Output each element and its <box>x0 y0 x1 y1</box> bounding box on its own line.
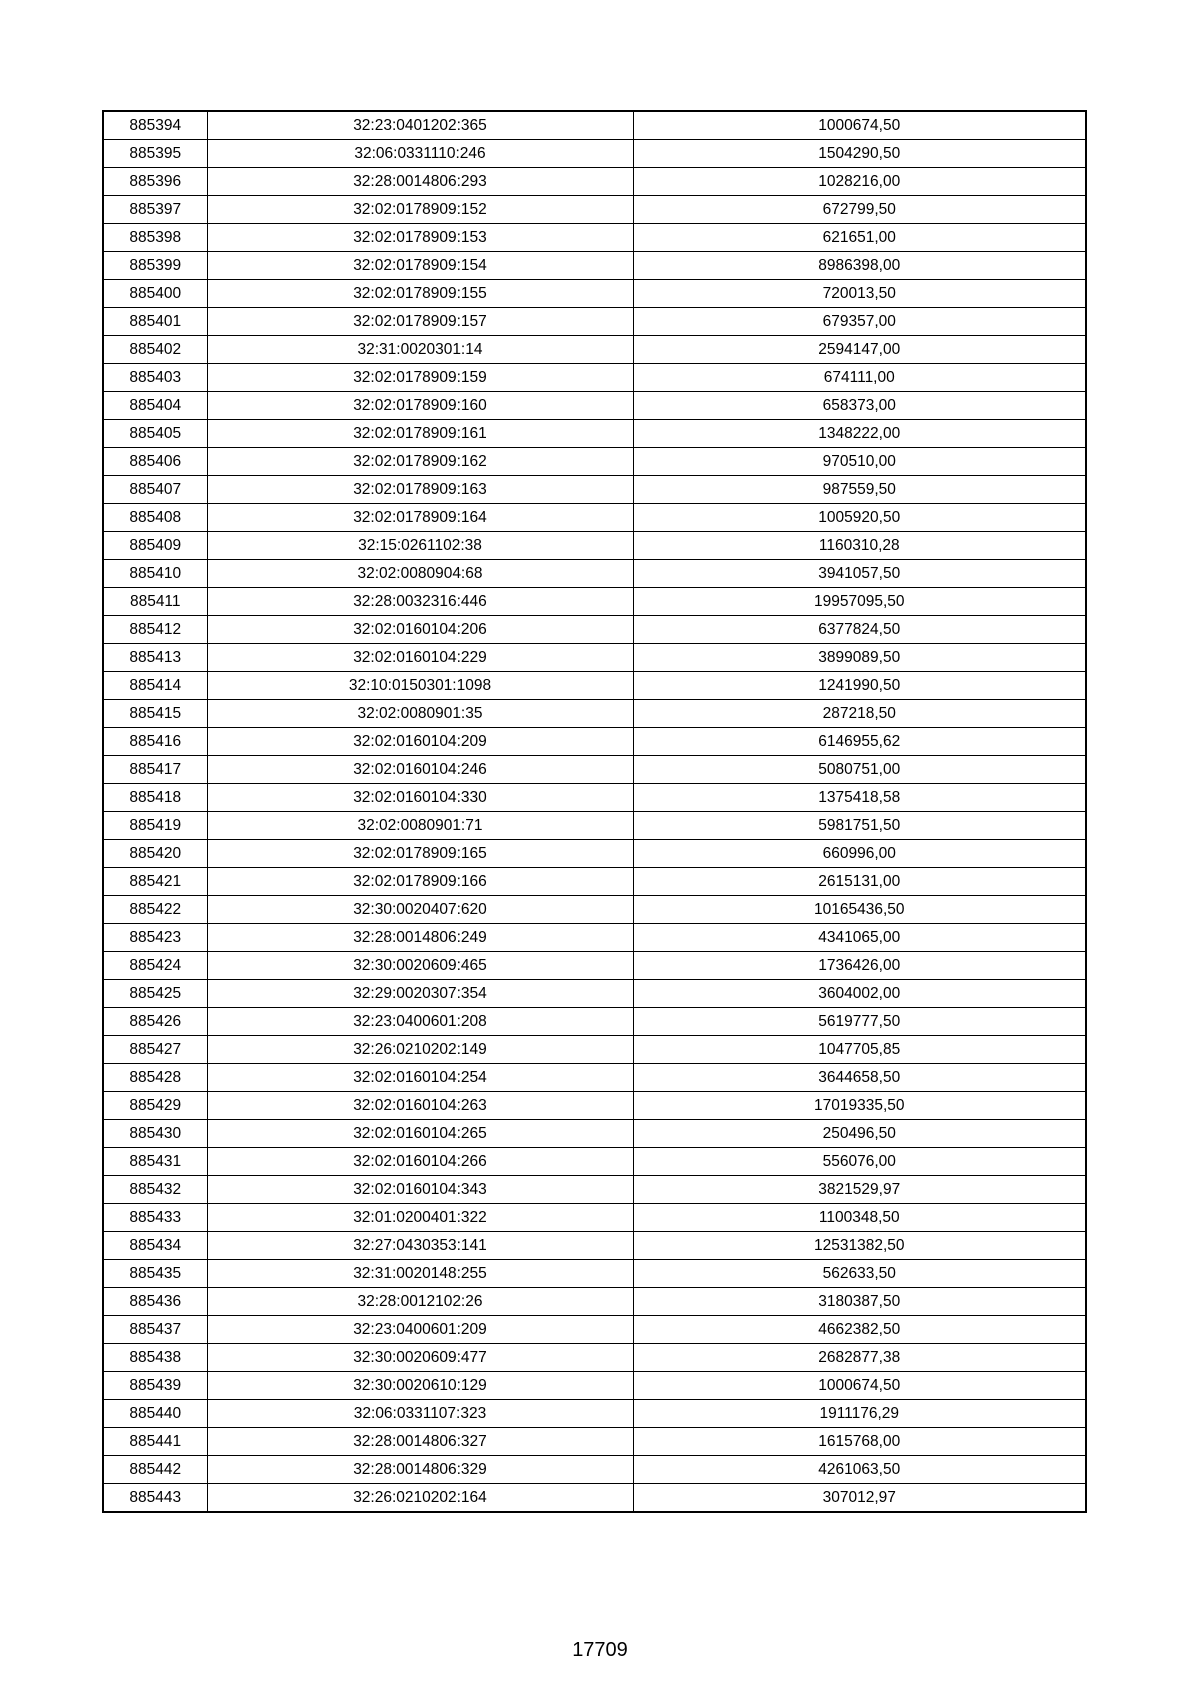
cadastral-value-cell: 6377824,50 <box>633 616 1086 644</box>
table-row <box>103 392 1086 420</box>
table-row <box>103 868 1086 896</box>
cadastral-value-cell: 1348222,00 <box>633 420 1086 448</box>
cadastral-number-cell: 32:27:0430353:141 <box>207 1232 633 1260</box>
record-number-cell: 885394 <box>103 111 207 140</box>
cadastral-number-cell: 32:28:0014806:327 <box>207 1428 633 1456</box>
cadastral-number-cell: 32:02:0160104:229 <box>207 644 633 672</box>
table-row <box>103 532 1086 560</box>
table-row <box>103 1484 1086 1513</box>
record-number-cell: 885401 <box>103 308 207 336</box>
cadastral-number-cell: 32:02:0178909:166 <box>207 868 633 896</box>
record-number-cell: 885442 <box>103 1456 207 1484</box>
table-row <box>103 1092 1086 1120</box>
cadastral-value-cell: 10165436,50 <box>633 896 1086 924</box>
table-row <box>103 168 1086 196</box>
record-number-cell: 885437 <box>103 1316 207 1344</box>
record-number-cell: 885410 <box>103 560 207 588</box>
table-row <box>103 952 1086 980</box>
cadastral-number-cell: 32:28:0032316:446 <box>207 588 633 616</box>
table-row <box>103 1344 1086 1372</box>
cadastral-number-cell: 32:30:0020609:477 <box>207 1344 633 1372</box>
table-row <box>103 1176 1086 1204</box>
cadastral-value-cell: 4261063,50 <box>633 1456 1086 1484</box>
record-number-cell: 885430 <box>103 1120 207 1148</box>
cadastral-number-cell: 32:30:0020610:129 <box>207 1372 633 1400</box>
cadastral-number-cell: 32:30:0020407:620 <box>207 896 633 924</box>
record-number-cell: 885396 <box>103 168 207 196</box>
cadastral-value-cell: 1736426,00 <box>633 952 1086 980</box>
table-row <box>103 896 1086 924</box>
table-row <box>103 560 1086 588</box>
cadastral-value-cell: 5619777,50 <box>633 1008 1086 1036</box>
cadastral-value-cell: 3821529,97 <box>633 1176 1086 1204</box>
cadastral-number-cell: 32:23:0401202:365 <box>207 111 633 140</box>
cadastral-number-cell: 32:06:0331107:323 <box>207 1400 633 1428</box>
table-row <box>103 111 1086 140</box>
cadastral-value-cell: 556076,00 <box>633 1148 1086 1176</box>
record-number-cell: 885427 <box>103 1036 207 1064</box>
table-row <box>103 756 1086 784</box>
cadastral-number-cell: 32:28:0014806:293 <box>207 168 633 196</box>
record-number-cell: 885414 <box>103 672 207 700</box>
table-row <box>103 1120 1086 1148</box>
record-number-cell: 885399 <box>103 252 207 280</box>
table-row <box>103 196 1086 224</box>
cadastral-number-cell: 32:28:0014806:329 <box>207 1456 633 1484</box>
cadastral-number-cell: 32:02:0178909:154 <box>207 252 633 280</box>
table-row <box>103 1372 1086 1400</box>
cadastral-number-cell: 32:02:0178909:160 <box>207 392 633 420</box>
record-number-cell: 885423 <box>103 924 207 952</box>
record-number-cell: 885403 <box>103 364 207 392</box>
cadastral-value-cell: 4662382,50 <box>633 1316 1086 1344</box>
record-number-cell: 885406 <box>103 448 207 476</box>
record-number-cell: 885436 <box>103 1288 207 1316</box>
table-row <box>103 308 1086 336</box>
cadastral-number-cell: 32:02:0178909:164 <box>207 504 633 532</box>
cadastral-value-cell: 8986398,00 <box>633 252 1086 280</box>
cadastral-value-cell: 621651,00 <box>633 224 1086 252</box>
record-number-cell: 885418 <box>103 784 207 812</box>
table-row <box>103 924 1086 952</box>
cadastral-number-cell: 32:15:0261102:38 <box>207 532 633 560</box>
cadastral-value-cell: 672799,50 <box>633 196 1086 224</box>
cadastral-value-cell: 2615131,00 <box>633 868 1086 896</box>
cadastral-number-cell: 32:02:0178909:159 <box>207 364 633 392</box>
table-row <box>103 252 1086 280</box>
cadastral-number-cell: 32:02:0080901:35 <box>207 700 633 728</box>
table-row <box>103 1400 1086 1428</box>
record-number-cell: 885413 <box>103 644 207 672</box>
cadastral-value-cell: 679357,00 <box>633 308 1086 336</box>
cadastral-number-cell: 32:31:0020148:255 <box>207 1260 633 1288</box>
cadastral-value-cell: 1000674,50 <box>633 1372 1086 1400</box>
record-number-cell: 885439 <box>103 1372 207 1400</box>
table-row <box>103 1036 1086 1064</box>
table-row <box>103 1148 1086 1176</box>
record-number-cell: 885428 <box>103 1064 207 1092</box>
table-row <box>103 672 1086 700</box>
record-number-cell: 885417 <box>103 756 207 784</box>
cadastral-number-cell: 32:02:0178909:162 <box>207 448 633 476</box>
cadastral-number-cell: 32:30:0020609:465 <box>207 952 633 980</box>
table-row <box>103 1428 1086 1456</box>
cadastral-value-cell: 1160310,28 <box>633 532 1086 560</box>
record-number-cell: 885398 <box>103 224 207 252</box>
cadastral-value-cell: 2594147,00 <box>633 336 1086 364</box>
cadastral-value-cell: 5981751,50 <box>633 812 1086 840</box>
cadastral-value-cell: 12531382,50 <box>633 1232 1086 1260</box>
table-row <box>103 1316 1086 1344</box>
cadastral-value-cell: 1005920,50 <box>633 504 1086 532</box>
record-number-cell: 885429 <box>103 1092 207 1120</box>
record-number-cell: 885432 <box>103 1176 207 1204</box>
cadastral-number-cell: 32:02:0160104:206 <box>207 616 633 644</box>
record-number-cell: 885424 <box>103 952 207 980</box>
cadastral-value-cell: 720013,50 <box>633 280 1086 308</box>
cadastral-value-cell: 17019335,50 <box>633 1092 1086 1120</box>
record-number-cell: 885405 <box>103 420 207 448</box>
cadastral-number-cell: 32:10:0150301:1098 <box>207 672 633 700</box>
cadastral-number-cell: 32:01:0200401:322 <box>207 1204 633 1232</box>
cadastral-number-cell: 32:02:0160104:343 <box>207 1176 633 1204</box>
cadastral-value-cell: 5080751,00 <box>633 756 1086 784</box>
table-row <box>103 1232 1086 1260</box>
cadastral-value-cell: 3180387,50 <box>633 1288 1086 1316</box>
cadastral-number-cell: 32:02:0178909:161 <box>207 420 633 448</box>
table-row <box>103 364 1086 392</box>
cadastral-number-cell: 32:02:0160104:266 <box>207 1148 633 1176</box>
cadastral-number-cell: 32:02:0160104:330 <box>207 784 633 812</box>
cadastral-value-cell: 307012,97 <box>633 1484 1086 1513</box>
table-row <box>103 588 1086 616</box>
cadastral-number-cell: 32:02:0178909:157 <box>207 308 633 336</box>
record-number-cell: 885433 <box>103 1204 207 1232</box>
cadastral-value-cell: 19957095,50 <box>633 588 1086 616</box>
record-number-cell: 885402 <box>103 336 207 364</box>
cadastral-number-cell: 32:02:0160104:254 <box>207 1064 633 1092</box>
cadastral-number-cell: 32:31:0020301:14 <box>207 336 633 364</box>
table-row <box>103 1260 1086 1288</box>
cadastral-number-cell: 32:02:0160104:263 <box>207 1092 633 1120</box>
cadastral-number-cell: 32:02:0178909:165 <box>207 840 633 868</box>
cadastral-number-cell: 32:28:0012102:26 <box>207 1288 633 1316</box>
cadastral-value-cell: 3604002,00 <box>633 980 1086 1008</box>
cadastral-value-cell: 1100348,50 <box>633 1204 1086 1232</box>
record-number-cell: 885408 <box>103 504 207 532</box>
table-row <box>103 980 1086 1008</box>
table-row <box>103 1456 1086 1484</box>
record-number-cell: 885425 <box>103 980 207 1008</box>
table-row <box>103 504 1086 532</box>
cadastral-number-cell: 32:06:0331110:246 <box>207 140 633 168</box>
cadastral-value-cell: 3644658,50 <box>633 1064 1086 1092</box>
table-row <box>103 840 1086 868</box>
cadastral-number-cell: 32:02:0178909:163 <box>207 476 633 504</box>
table-row <box>103 476 1086 504</box>
table-row <box>103 1064 1086 1092</box>
cadastral-number-cell: 32:02:0178909:155 <box>207 280 633 308</box>
record-number-cell: 885435 <box>103 1260 207 1288</box>
cadastral-value-table <box>102 110 1087 1513</box>
record-number-cell: 885395 <box>103 140 207 168</box>
cadastral-number-cell: 32:02:0178909:153 <box>207 224 633 252</box>
cadastral-value-cell: 3899089,50 <box>633 644 1086 672</box>
cadastral-value-cell: 6146955,62 <box>633 728 1086 756</box>
cadastral-value-cell: 674111,00 <box>633 364 1086 392</box>
record-number-cell: 885421 <box>103 868 207 896</box>
record-number-cell: 885404 <box>103 392 207 420</box>
record-number-cell: 885434 <box>103 1232 207 1260</box>
cadastral-number-cell: 32:26:0210202:149 <box>207 1036 633 1064</box>
cadastral-number-cell: 32:02:0080901:71 <box>207 812 633 840</box>
table-row <box>103 1008 1086 1036</box>
cadastral-value-cell: 1000674,50 <box>633 111 1086 140</box>
record-number-cell: 885400 <box>103 280 207 308</box>
record-number-cell: 885441 <box>103 1428 207 1456</box>
cadastral-value-cell: 1047705,85 <box>633 1036 1086 1064</box>
table-row <box>103 140 1086 168</box>
cadastral-number-cell: 32:02:0160104:265 <box>207 1120 633 1148</box>
cadastral-value-cell: 1615768,00 <box>633 1428 1086 1456</box>
table-row <box>103 644 1086 672</box>
record-number-cell: 885416 <box>103 728 207 756</box>
cadastral-value-cell: 970510,00 <box>633 448 1086 476</box>
table-row <box>103 784 1086 812</box>
cadastral-number-cell: 32:23:0400601:209 <box>207 1316 633 1344</box>
table-row <box>103 448 1086 476</box>
cadastral-number-cell: 32:26:0210202:164 <box>207 1484 633 1513</box>
record-number-cell: 885397 <box>103 196 207 224</box>
table-row <box>103 812 1086 840</box>
page-number: 17709 <box>572 1639 628 1661</box>
record-number-cell: 885440 <box>103 1400 207 1428</box>
record-number-cell: 885438 <box>103 1344 207 1372</box>
record-number-cell: 885412 <box>103 616 207 644</box>
cadastral-value-cell: 287218,50 <box>633 700 1086 728</box>
cadastral-value-cell: 250496,50 <box>633 1120 1086 1148</box>
record-number-cell: 885422 <box>103 896 207 924</box>
cadastral-value-cell: 2682877,38 <box>633 1344 1086 1372</box>
table-row <box>103 728 1086 756</box>
cadastral-number-cell: 32:28:0014806:249 <box>207 924 633 952</box>
table-row <box>103 1288 1086 1316</box>
table-row <box>103 224 1086 252</box>
record-number-cell: 885443 <box>103 1484 207 1513</box>
record-number-cell: 885409 <box>103 532 207 560</box>
record-number-cell: 885415 <box>103 700 207 728</box>
cadastral-value-cell: 1028216,00 <box>633 168 1086 196</box>
table-row <box>103 1204 1086 1232</box>
cadastral-value-cell: 658373,00 <box>633 392 1086 420</box>
cadastral-number-cell: 32:02:0160104:209 <box>207 728 633 756</box>
cadastral-value-cell: 562633,50 <box>633 1260 1086 1288</box>
table-row <box>103 336 1086 364</box>
cadastral-number-cell: 32:29:0020307:354 <box>207 980 633 1008</box>
record-number-cell: 885420 <box>103 840 207 868</box>
cadastral-number-cell: 32:23:0400601:208 <box>207 1008 633 1036</box>
cadastral-value-cell: 1375418,58 <box>633 784 1086 812</box>
table-row <box>103 420 1086 448</box>
record-number-cell: 885407 <box>103 476 207 504</box>
cadastral-value-cell: 1241990,50 <box>633 672 1086 700</box>
cadastral-value-cell: 660996,00 <box>633 840 1086 868</box>
cadastral-value-cell: 1911176,29 <box>633 1400 1086 1428</box>
cadastral-value-cell: 1504290,50 <box>633 140 1086 168</box>
table-row <box>103 280 1086 308</box>
table-row <box>103 616 1086 644</box>
cadastral-value-cell: 4341065,00 <box>633 924 1086 952</box>
record-number-cell: 885431 <box>103 1148 207 1176</box>
record-number-cell: 885419 <box>103 812 207 840</box>
table-body <box>103 111 1086 1512</box>
record-number-cell: 885426 <box>103 1008 207 1036</box>
table-row <box>103 700 1086 728</box>
cadastral-number-cell: 32:02:0080904:68 <box>207 560 633 588</box>
cadastral-number-cell: 32:02:0178909:152 <box>207 196 633 224</box>
cadastral-number-cell: 32:02:0160104:246 <box>207 756 633 784</box>
record-number-cell: 885411 <box>103 588 207 616</box>
cadastral-value-cell: 3941057,50 <box>633 560 1086 588</box>
cadastral-value-cell: 987559,50 <box>633 476 1086 504</box>
